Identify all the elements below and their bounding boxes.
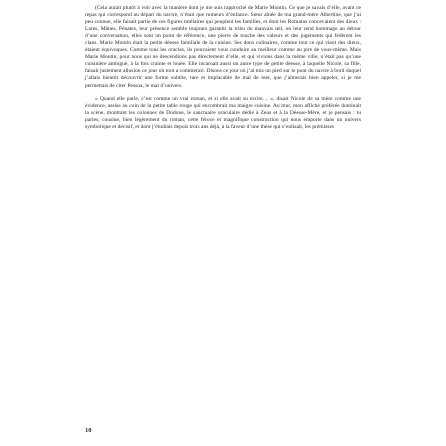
paragraph-2: « Quand elle parle, c’est comme un vrai roman, et si elle avait su écrire… », disait Nicole de sa mère comme une évidence, assise au coin de la petite table rouge qui encombrait ma maigre cuisine. Au mur, mon affiche préférée dominait la scène, montrant les colonnes de Dodone, le sanctuaire oraculaire dédié à Zeus et à la Déesse-Mère, et je pensais : tu parles, cousine, bien légèrement du roman, cette féroce et magnifique construction qui nous emporte dans un univers symbolique et décisif, et dont j’étudiais depuis trois ans déjà, à la faveur d’une thèse qui s’enlisait, les prémisses	[85, 95, 361, 130]
book-page	[85, 5, 361, 441]
paragraph-1: (Cela aurait plutôt à voir avec la manière dont je me suis rapproché de Marie Montin. Ce que je savais d’elle, avant ce repas qui correspond au départ du navire, n’était que rumeurs d’enfance. Sœur aînée de ma grand-mère Albertine, que j’ai peu connue, elle faisait partie de ces figures tutélaires qui peuplent les familles, et dont les Romains concevaient des dieux : Lares, Mânes, Pénates, leur présence semble toujours garantir la tribu du mauvais œil, on leur rend hommage au détour d’une conversation, elles sont un point de référence, une pierre de touche des valeurs et des jugements qui fédèrent les clans. Marie Montin était la petite déesse familiale de la cuisine. Ses dons culinaires, comme tout ce qui vient des dieux, étaient équivoques. Comme tous les oracles, ils pouvaient vous conduire au meilleur comme au pire de vous-même. Mais Marie Montin, pour nous qui ne descendions pas directement d’elle, et qui vivions dans la même ville, n’était pas qu’une cuisinière ambiguë, à la fois crainte et louée. Elle incarnait aussi un autre type de petite déesse, à laquelle Nicole, sa fille, faisait justement allusion ce jour où tout a commencé. Disons ce jour où j’ai mis un pied sur le pont du navire à bord duquel j’allais bientôt découvrir une forme subtile, rare et implacable de mal de mer, que j’aimerais bien appeler, si je me permettais de citer Pessoa, le mal d’univers.	[85, 5, 361, 89]
page-number: 10	[85, 427, 92, 434]
